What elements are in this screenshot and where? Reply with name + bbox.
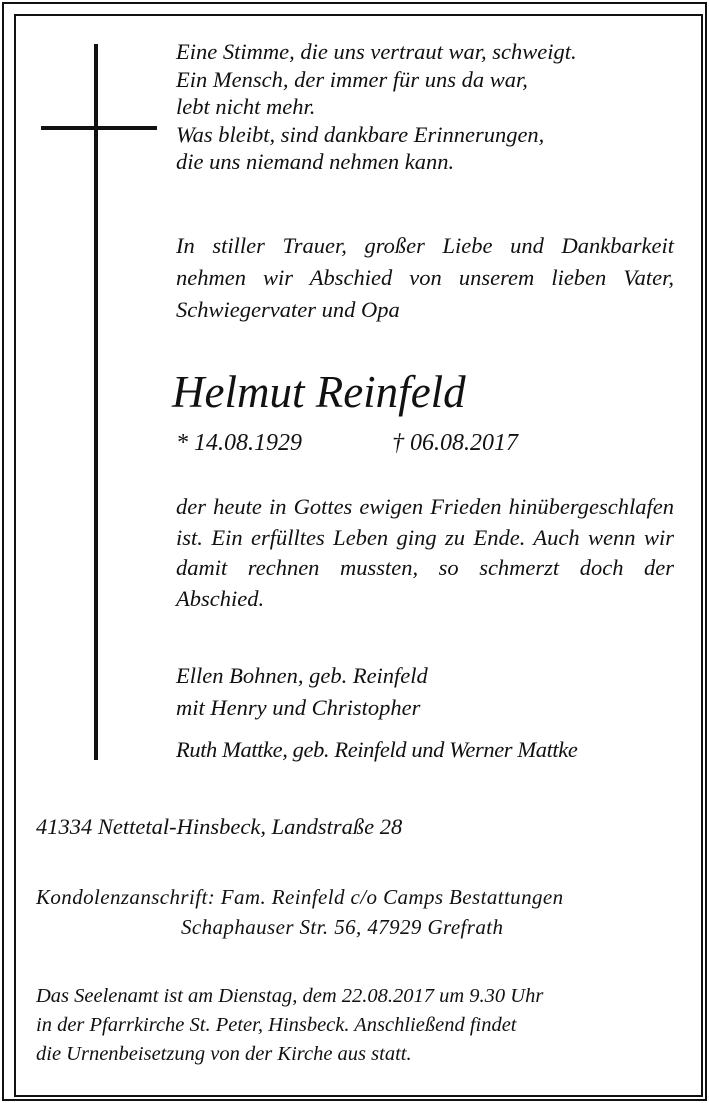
poem xyxy=(176,38,681,176)
family-address: 41334 Nettetal-Hinsbeck, Landstraße 28 xyxy=(36,814,403,839)
deceased-name: Helmut Reinfeld xyxy=(172,367,466,417)
intro-paragraph: In stiller Trauer, großer Liebe und Dankbarkeit nehmen wir Abschied von unserem lieben Vater, Schwiegervater und Opa xyxy=(176,233,674,322)
service-notice xyxy=(36,982,676,1069)
mourner-line: Ruth Mattke, geb. Reinfeld und Werner Mattke xyxy=(176,737,578,762)
condolence-address-line: Schaphauser Str. 56, 47929 Grefrath xyxy=(181,915,504,939)
death-date: † 06.08.2017 xyxy=(392,430,518,456)
service-line: in der Pfarrkirche St. Peter, Hinsbeck. Anschließend findet xyxy=(36,1014,517,1036)
condolence-address-line: Kondolenzanschrift: Fam. Reinfeld c/o Camps Bestattungen xyxy=(36,885,564,909)
service-line: die Urnenbeisetzung von der Kirche aus statt. xyxy=(36,1043,412,1065)
cross-icon-horizontal-bar xyxy=(41,126,157,130)
poem-line: Eine Stimme, die uns vertraut war, schweigt. xyxy=(176,39,577,64)
birth-date: * 14.08.1929 xyxy=(176,430,302,456)
mourner-line: Ellen Bohnen, geb. Reinfeld xyxy=(176,663,428,688)
poem-line: lebt nicht mehr. xyxy=(176,94,316,119)
poem-line: Was bleibt, sind dankbare Erinnerungen, xyxy=(176,121,545,147)
body-paragraph: der heute in Gottes ewigen Frieden hinübergeschlafen ist. Ein erfülltes Leben ging zu Ende. Auch wenn wir damit rechnen mussten, so schmerzt doch der Abschied. xyxy=(176,494,674,611)
poem-line: Ein Mensch, der immer für uns da war, xyxy=(176,66,528,92)
service-line: Das Seelenamt ist am Dienstag, dem 22.08.2017 um 9.30 Uhr xyxy=(36,985,544,1007)
poem-line: die uns niemand nehmen kann. xyxy=(176,149,455,174)
cross-icon-vertical-bar xyxy=(94,44,98,760)
mourner-line: mit Henry und Christopher xyxy=(176,695,421,720)
